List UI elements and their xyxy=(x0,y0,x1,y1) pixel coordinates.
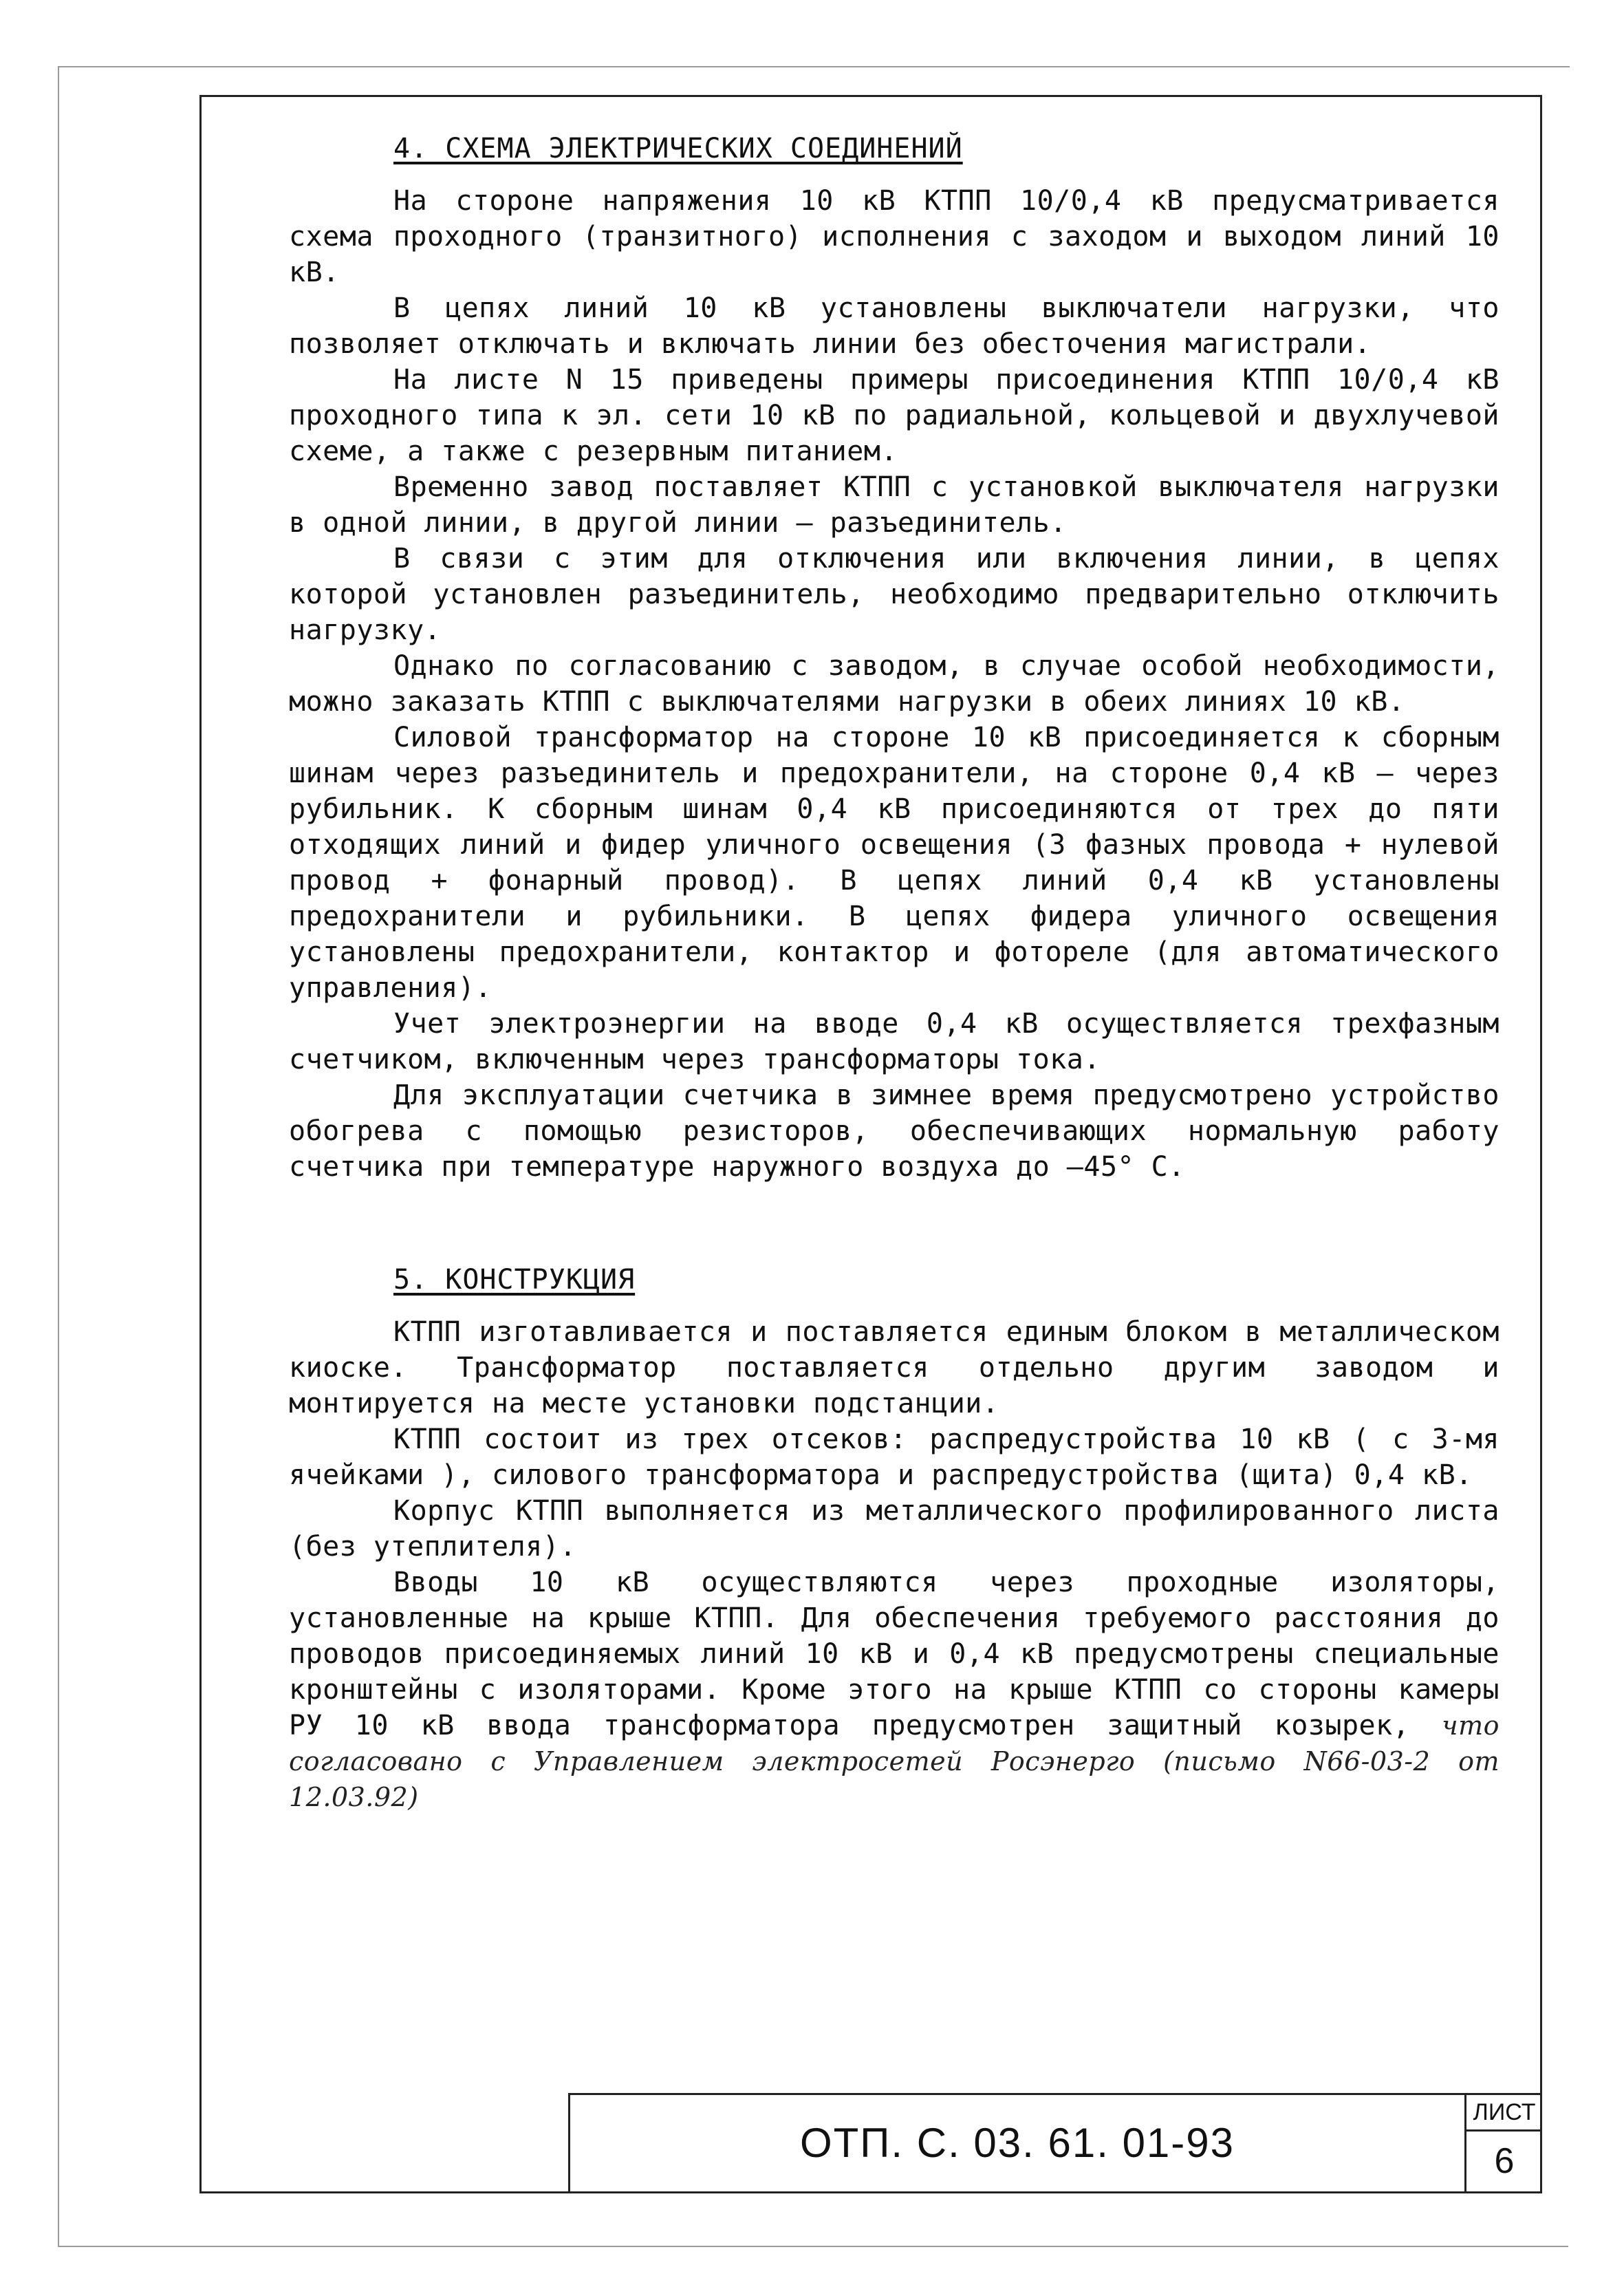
section-4-paragraph: В связи с этим для отключения или включения линии, в цепях которой установлен разъединитель, необходимо предварительно отключить нагрузку. xyxy=(289,543,1500,646)
section-5-paragraph: Корпус КТПП выполняется из металлического профилированного листа (без утеплителя). xyxy=(289,1495,1500,1563)
sheet-label: ЛИСТ xyxy=(1466,2095,1542,2132)
section-5-paragraph: КТПП изготавливается и поставляется единым блоком в металлическом киоске. Трансформатор поставляется отдельно другим заводом и монтируется на месте установки подстанции. xyxy=(289,1316,1500,1419)
section-4-paragraph: Учет электроэнергии на вводе 0,4 кВ осуществляется трехфазным счетчиком, включенным через трансформаторы тока. xyxy=(289,1008,1500,1075)
sheet-cell xyxy=(1464,2095,1542,2191)
section-4-paragraph: Для эксплуатации счетчика в зимнее время предусмотрено устройство обогрева с помощью резисторов, обеспечивающих нормальную работу счетчика при температуре наружного воздуха до –45° С. xyxy=(289,1080,1500,1183)
section-4-paragraph: На листе N 15 приведены примеры присоединения КТПП 10/0,4 кВ проходного типа к эл. сети 10 кВ по радиальной, кольцевой и двухлучевой схеме, а также с резервным питанием. xyxy=(289,364,1500,467)
section-4-heading: 4. СХЕМА ЭЛЕКТРИЧЕСКИХ СОЕДИНЕНИЙ xyxy=(393,133,963,164)
section-4-paragraph: На стороне напряжения 10 кВ КТПП 10/0,4 кВ предусматривается схема проходного (транзитного) исполнения с заходом и выходом линий 10 кВ. xyxy=(289,185,1500,288)
section-5-paragraph xyxy=(289,1565,1500,1815)
document-code: ОТП. С. 03. 61. 01-93 xyxy=(799,2120,1235,2166)
section-5-paragraph-text: Вводы 10 кВ осуществляются через проходные изоляторы, установленные на крыше КТПП. Для обеспечения требуемого расстояния до проводов присоединяемых линий 10 кВ и 0,4 кВ предусмотрены специальные кронштейны с изоляторами. Кроме этого на крыше КТПП со стороны камеры РУ 10 кВ ввода трансформатора предусмотрен защитный козырек, xyxy=(289,1567,1500,1741)
section-4-paragraph: Силовой трансформатор на стороне 10 кВ присоединяется к сборным шинам через разъединитель и предохранители, на стороне 0,4 кВ – через рубильник. К сборным шинам 0,4 кВ присоединяются от трех до пяти отходящих линий и фидер уличного освещения (3 фазных провода + нулевой провод + фонарный провод). В цепях линий 0,4 кВ установлены предохранители и рубильники. В цепях фидера уличного освещения установлены предохранители, контактор и фотореле (для автоматического управления). xyxy=(289,722,1500,1004)
section-5-paragraph: КТПП состоит из трех отсеков: распредустройства 10 кВ ( с 3-мя ячейками ), силового трансформатора и распредустройства (щита) 0,4 кВ. xyxy=(289,1424,1500,1491)
section-4-paragraph: Однако по согласованию с заводом, в случае особой необходимости, можно заказать КТПП с выключателями нагрузки в обеих линиях 10 кВ. xyxy=(289,650,1500,718)
bottom-trim-line xyxy=(58,2246,1568,2247)
title-block xyxy=(568,2093,1540,2191)
page-content xyxy=(289,131,1500,1815)
handwritten-note: что согласовано с Управлением электросетей Росэнерго (письмо N66-03-2 от 12.03.92) xyxy=(289,1710,1500,1812)
section-spacer xyxy=(289,1185,1500,1262)
section-5-heading: 5. КОНСТРУКЦИЯ xyxy=(393,1264,636,1296)
section-4-paragraph: Временно завод поставляет КТПП с установкой выключателя нагрузки в одной линии, в другой линии – разъединитель. xyxy=(289,471,1500,539)
section-4-paragraph: В цепях линий 10 кВ установлены выключатели нагрузки, что позволяет отключать и включать линии без обесточения магистрали. xyxy=(289,292,1500,360)
sheet-number: 6 xyxy=(1494,2141,1515,2181)
